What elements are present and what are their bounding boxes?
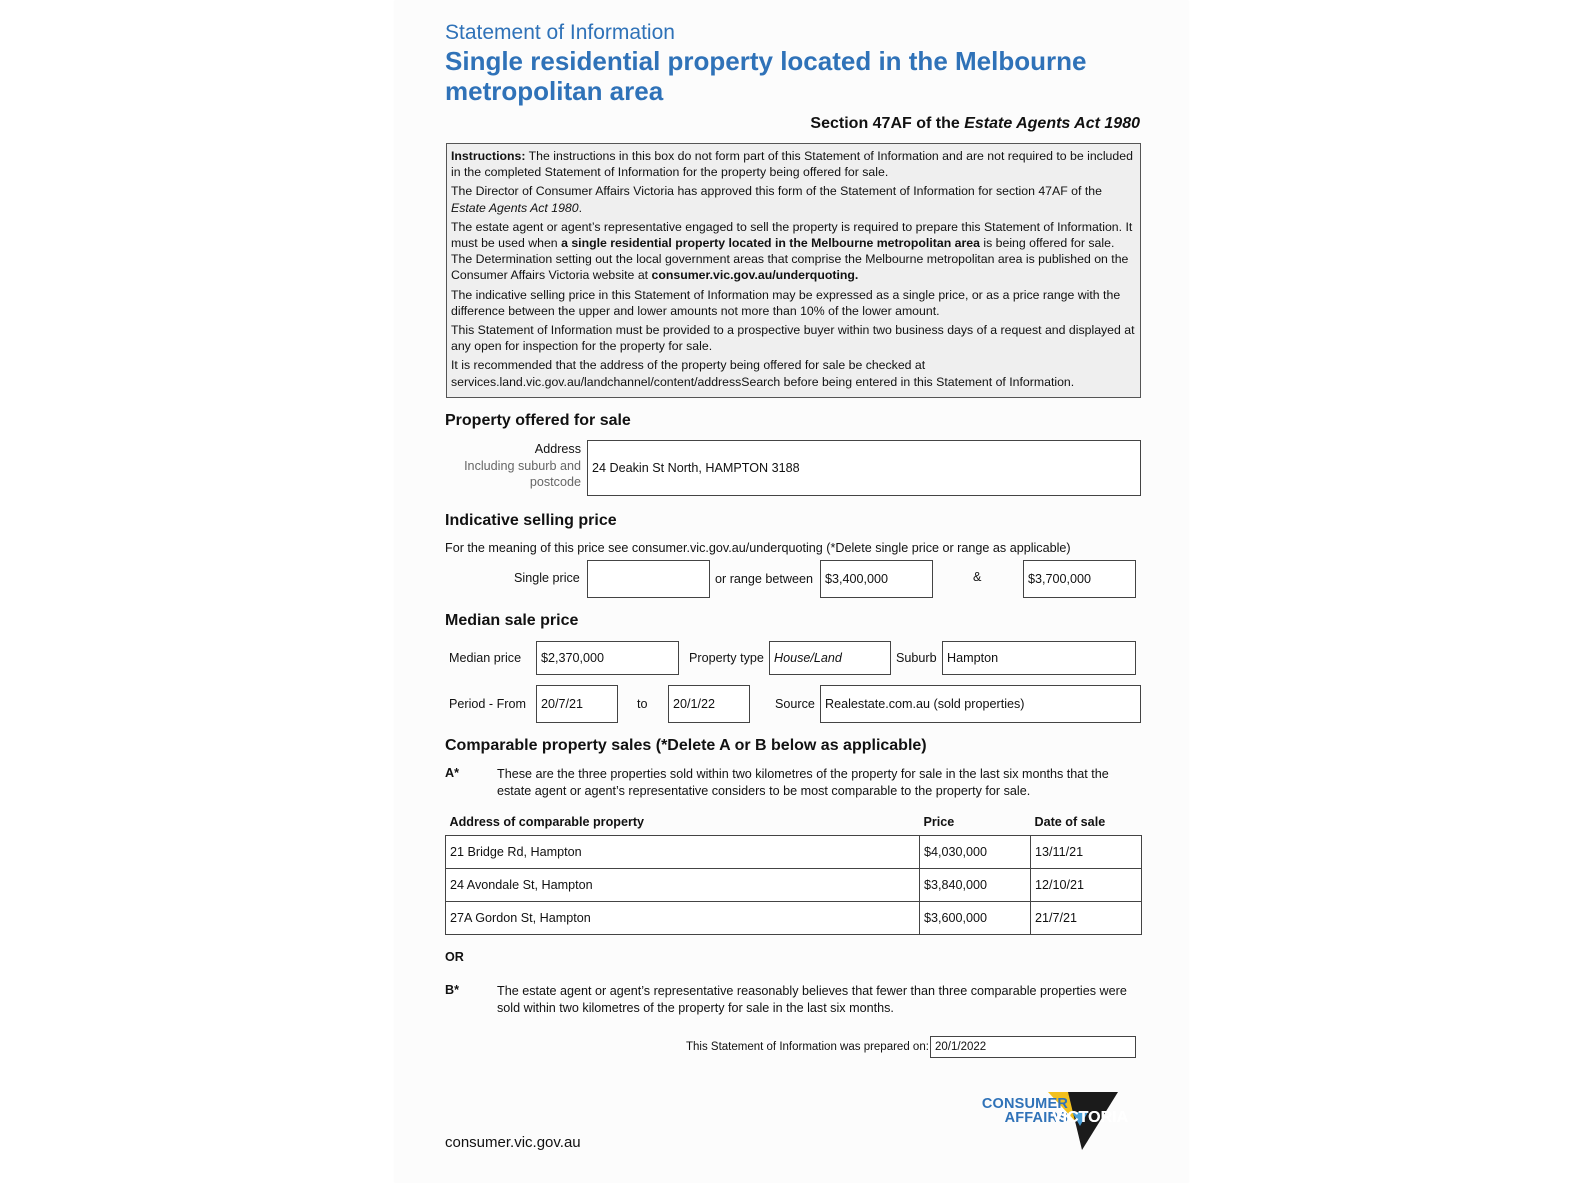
instructions-p1 [451, 148, 1136, 180]
instructions-p3-link[interactable]: consumer.vic.gov.au/underquoting. [651, 268, 859, 283]
consumer-affairs-victoria-logo [944, 1092, 1144, 1154]
source-label: Source [775, 697, 815, 711]
comparable-header-row [446, 813, 1142, 836]
period-to-field[interactable]: 20/1/22 [668, 685, 750, 723]
table-row [446, 836, 1142, 869]
instructions-p4: The indicative selling price in this Statement of Information may be expressed as a single price, or as a price range with the difference between the upper and lower amounts not more than 10% of the lower amount. [451, 287, 1121, 318]
range-separator: & [973, 570, 982, 584]
instructions-p3-c: is being offered for sale. The Determination setting out the local government areas that comprise the Melbourne metropolitan area is published on the Consumer Affairs Victoria website at [451, 236, 1129, 283]
suburb-field[interactable]: Hampton [942, 641, 1136, 675]
col-date-header: Date of sale [1034, 815, 1106, 829]
comp-price-cell[interactable]: $3,840,000 [920, 869, 1031, 902]
period-from-field[interactable]: 20/7/21 [536, 685, 618, 723]
address-label-block [445, 441, 581, 491]
comparable-heading: Comparable property sales (*Delete A or B below as applicable) [445, 737, 927, 754]
option-a-marker: A* [445, 766, 459, 780]
range-low-field[interactable]: $3,400,000 [820, 560, 933, 598]
logo-affairs: AFFAIRS [1004, 1110, 1068, 1126]
comp-address-cell[interactable]: 24 Avondale St, Hampton [446, 869, 920, 902]
comp-address-cell[interactable]: 27A Gordon St, Hampton [446, 902, 920, 935]
median-price-field[interactable]: $2,370,000 [536, 641, 679, 675]
median-price-label: Median price [449, 651, 522, 665]
instructions-p2-act: Estate Agents Act 1980 [451, 200, 579, 215]
option-b-marker: B* [445, 983, 459, 997]
address-hint-1: Including suburb and [464, 458, 581, 473]
range-label: or range between [715, 572, 814, 586]
document-subtitle: Statement of Information [445, 21, 675, 44]
median-heading: Median sale price [445, 612, 579, 629]
range-high-field[interactable]: $3,700,000 [1023, 560, 1136, 598]
prepared-label: This Statement of Information was prepared on: [686, 1041, 929, 1053]
logo-victoria: VICTORIA [1052, 1109, 1129, 1126]
comp-price-cell[interactable]: $4,030,000 [920, 836, 1031, 869]
instructions-p2-end: . [578, 200, 583, 215]
instructions-p3-b: a single residential property located in the Melbourne metropolitan area [561, 236, 980, 251]
comp-date-cell[interactable]: 13/11/21 [1031, 836, 1142, 869]
source-field[interactable]: Realestate.com.au (sold properties) [820, 685, 1141, 723]
instructions-p2-text: The Director of Consumer Affairs Victoria has approved this form of the Statement of Information for section 47AF of the [451, 184, 1102, 199]
period-from-label: Period - From [449, 697, 526, 711]
comp-price-cell[interactable]: $3,600,000 [920, 902, 1031, 935]
option-a-text: These are the three properties sold within two kilometres of the property for sale in the last six months that the estate agent or agent’s representative considers to be most comparable to the property for sale. [497, 767, 1109, 798]
instructions-p2 [451, 183, 1136, 215]
address-label: Address [534, 442, 581, 456]
instructions-p5: This Statement of Information must be provided to a prospective buyer within two business days of a request and displayed at any open for inspection for the property for sale. [451, 323, 1135, 354]
section-prefix: Section 47AF of the [810, 115, 965, 132]
suburb-label: Suburb [896, 651, 937, 665]
section-act: Estate Agents Act 1980 [964, 115, 1140, 132]
single-price-field[interactable] [587, 560, 710, 598]
instructions-p3 [451, 219, 1136, 284]
instructions-p3-a: The estate agent or agent’s representative engaged to sell the property is required to prepare this Statement of Information. It must be used when [451, 219, 1133, 251]
instructions-box [446, 143, 1141, 398]
option-b-text: The estate agent or agent’s representative reasonably believes that fewer than three comparable properties were sold within two kilometres of the property for sale in the last six months. [497, 984, 1127, 1015]
instructions-p1-text: The instructions in this box do not form part of this Statement of Information and are not required to be included in the completed Statement of Information for the property being offered for sale. [451, 149, 1133, 180]
indicative-note: For the meaning of this price see consumer.vic.gov.au/underquoting (*Delete single price or range as applicable) [445, 541, 1071, 555]
indicative-heading: Indicative selling price [445, 512, 617, 529]
section-reference [810, 115, 1140, 133]
instructions-p6: It is recommended that the address of the property being offered for sale be checked at services.land.vic.gov.au/landchannel/content/addressSearch before being entered in this Statement of Information. [451, 358, 1075, 389]
col-address-header: Address of comparable property [449, 815, 645, 829]
document-title: Single residential property located in the Melbourne metropolitan area [445, 46, 1087, 106]
comp-date-cell[interactable]: 21/7/21 [1031, 902, 1142, 935]
period-to-label: to [637, 697, 648, 711]
comparable-table [445, 813, 1142, 935]
comp-date-cell[interactable]: 12/10/21 [1031, 869, 1142, 902]
prepared-date-field[interactable]: 20/1/2022 [930, 1036, 1136, 1058]
or-label: OR [445, 950, 464, 964]
comp-address-cell[interactable]: 21 Bridge Rd, Hampton [446, 836, 920, 869]
property-type-label: Property type [689, 651, 764, 665]
address-hint-2: postcode [529, 475, 581, 489]
logo-consumer: CONSUMER [981, 1096, 1068, 1112]
table-row [446, 902, 1142, 935]
property-heading: Property offered for sale [445, 412, 631, 429]
col-price-header: Price [923, 815, 955, 829]
table-row [446, 869, 1142, 902]
property-type-field[interactable]: House/Land [769, 641, 891, 675]
instructions-label: Instructions: [451, 149, 526, 163]
address-field[interactable]: 24 Deakin St North, HAMPTON 3188 [587, 440, 1141, 496]
single-price-label: Single price [514, 571, 580, 585]
footer-url[interactable]: consumer.vic.gov.au [445, 1134, 581, 1151]
